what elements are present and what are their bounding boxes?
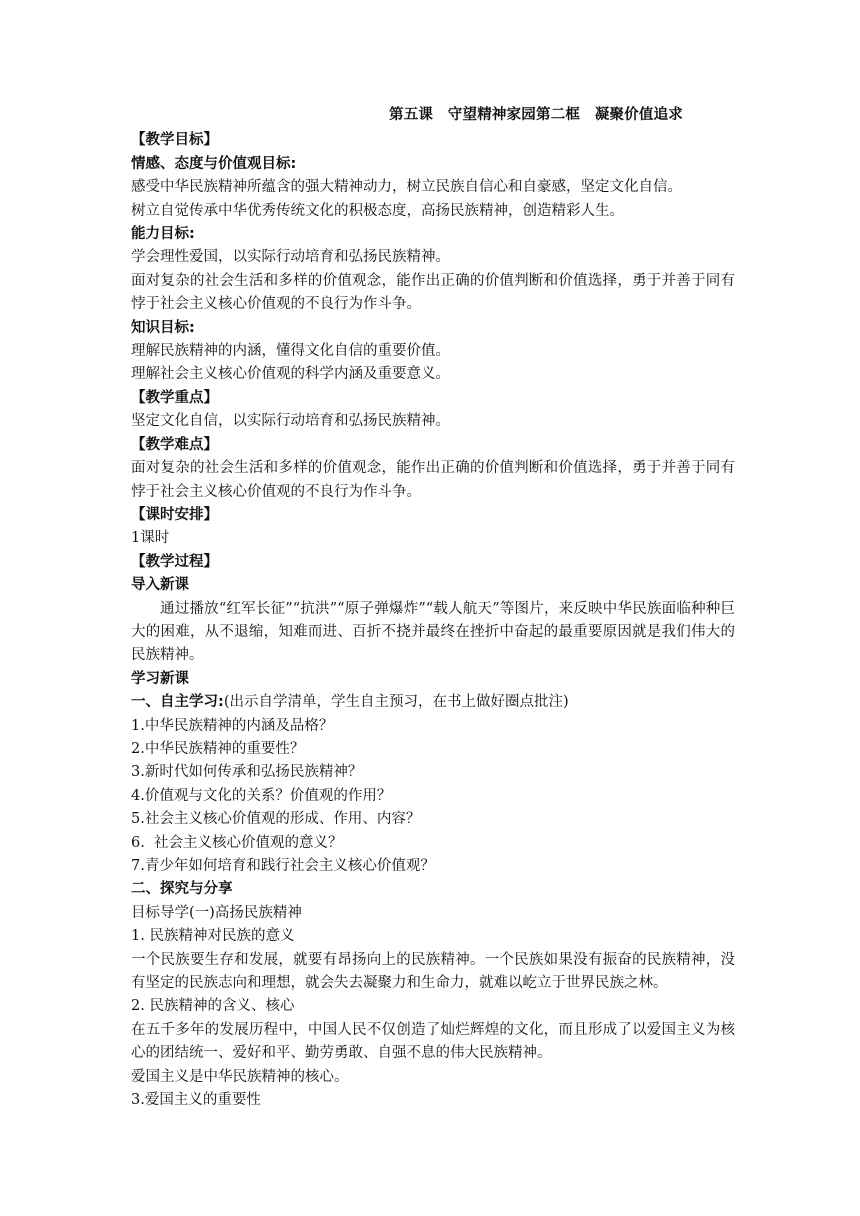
guide-heading: 目标导学(一)高扬民族精神 [131,904,302,921]
question-item: 7.青少年如何培育和践行社会主义核心价值观？ [131,858,435,874]
ability-header: 能力目标: [131,226,195,243]
self-study-line [131,691,735,714]
objectives-header: 【教学目标】 [131,132,218,149]
difficult-header: 【教学难点】 [131,436,218,453]
explore-header: 二、探究与分享 [131,881,233,898]
section-title: 3.爱国主义的重要性 [131,1092,261,1109]
self-study-note: (出示自学清单，学生自主预习，在书上做好圈点批注) [223,694,569,711]
question-item: 5.社会主义核心价值观的形成、作用、内容？ [131,811,421,828]
ability-item: 面对复杂的社会生活和多样的价值观念，能作出正确的价值判断和价值选择，勇于并善于同有悖于社会主义核心价值观的不良行为作斗争。 [131,272,735,313]
schedule-text: 1课时 [131,530,170,547]
self-study-label: 一、自主学习: [131,694,224,711]
section-title: 2. 民族精神的含义、核心 [131,998,295,1015]
section-title: 1. 民族精神对民族的意义 [131,928,295,945]
document-page [131,104,735,1112]
learn-header: 学习新课 [131,670,189,687]
page-title: 第五课 守望精神家园第二框 凝聚价值追求 [389,107,683,123]
question-item: 3.新时代如何传承和弘扬民族精神？ [131,764,363,781]
knowledge-header: 知识目标: [131,319,195,336]
knowledge-item: 理解社会主义核心价值观的科学内涵及重要意义。 [131,366,450,383]
section-text: 一个民族要生存和发展，就要有昂扬向上的民族精神。一个民族如果没有振奋的民族精神，没有坚定的民族志向和理想，就会失去凝聚力和生命力，就难以屹立于世界民族之林。 [131,951,735,992]
question-item: 4.价值观与文化的关系？价值观的作用？ [131,787,392,804]
section-text: 在五千多年的发展历程中，中国人民不仅创造了灿烂辉煌的文化，而且形成了以爱国主义为核心的团结统一、爱好和平、勤劳勇敢、自强不息的伟大民族精神。 [131,1021,735,1062]
emotion-item: 树立自觉传承中华优秀传统文化的积极态度，高扬民族精神，创造精彩人生。 [131,202,624,219]
intro-text: 通过播放“红军长征”“抗洪”“原子弹爆炸”“载人航天”等图片，来反映中华民族面临种种巨大的困难，从不退缩，知难而进、百折不挠并最终在挫折中奋起的最重要原因就是我们伟大的民族精神。 [131,600,735,664]
question-item: 1.中华民族精神的内涵及品格？ [131,717,334,734]
ability-item: 学会理性爱国，以实际行动培育和弘扬民族精神。 [131,249,450,266]
schedule-header: 【课时安排】 [131,506,218,523]
question-item: 2.中华民族精神的重要性？ [131,740,305,757]
intro-header: 导入新课 [131,577,189,594]
emotion-header: 情感、态度与价值观目标: [131,155,297,172]
question-item: 6. 社会主义核心价值观的意义？ [131,834,343,851]
knowledge-item: 理解民族精神的内涵，懂得文化自信的重要价值。 [131,343,450,360]
difficult-text: 面对复杂的社会生活和多样的价值观念，能作出正确的价值判断和价值选择，勇于并善于同有悖于社会主义核心价值观的不良行为作斗争。 [131,460,735,500]
section-text: 爱国主义是中华民族精神的核心。 [131,1068,349,1085]
process-header: 【教学过程】 [131,553,218,570]
key-points-text: 坚定文化自信，以实际行动培育和弘扬民族精神。 [131,413,450,430]
key-points-header: 【教学重点】 [131,389,218,406]
emotion-item: 感受中华民族精神所蕴含的强大精神动力，树立民族自信心和自豪感，坚定文化自信。 [131,179,682,196]
